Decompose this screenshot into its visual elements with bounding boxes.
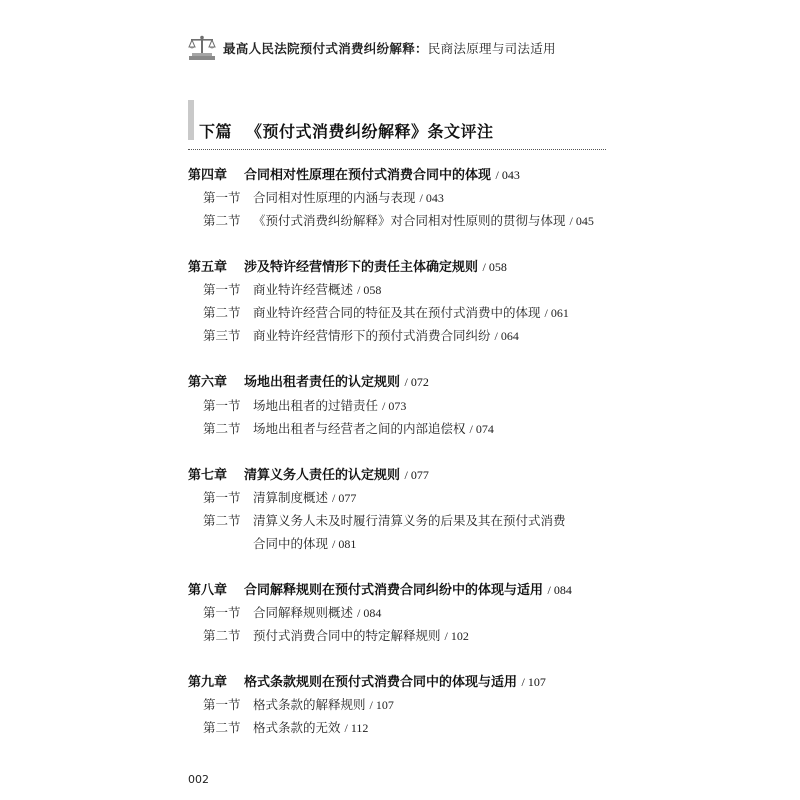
section-title: 预付式消费合同中的特定解释规则 [253,628,441,643]
toc-chapter[interactable] [188,467,429,484]
part-title-text: 《预付式消费纠纷解释》条文评注 [246,122,494,141]
section-title: 商业特许经营概述 [253,282,354,297]
toc-chapter[interactable] [188,374,429,391]
section-page: / 045 [569,214,594,228]
section-number: 第一节 [203,605,241,620]
section-page: / 064 [494,329,519,343]
section-number: 第一节 [203,190,241,205]
toc-section[interactable] [203,328,519,344]
chapter-number: 第四章 [188,168,228,183]
section-page: / 077 [332,491,357,505]
toc-section[interactable] [203,213,594,229]
chapter-title: 格式条款规则在预付式消费合同中的体现与适用 [244,675,518,690]
toc-section[interactable] [203,697,394,713]
book-title-sub: 民商法原理与司法适用 [427,41,556,56]
toc-section[interactable] [203,490,356,506]
section-page: / 084 [357,606,382,620]
section-number: 第二节 [203,720,241,735]
toc-chapter[interactable] [188,259,507,276]
section-title: 清算义务人未及时履行清算义务的后果及其在预付式消费 [253,513,566,528]
toc-chapter[interactable] [188,167,520,184]
chapter-number: 第八章 [188,583,228,598]
section-number: 第三节 [203,328,241,343]
section-number: 第二节 [203,628,241,643]
section-title: 合同相对性原理的内涵与表现 [253,190,416,205]
section-page: / 107 [369,698,394,712]
chapter-page: / 072 [404,375,429,389]
toc-section[interactable] [203,190,444,206]
chapter-number: 第六章 [188,375,228,390]
section-number: 第二节 [203,305,241,320]
scales-of-justice-icon [187,34,217,62]
section-number: 第二节 [203,513,241,528]
toc-section[interactable] [203,398,406,414]
book-title [223,39,556,57]
section-title: 商业特许经营合同的特征及其在预付式消费中的体现 [253,305,541,320]
chapter-number: 第九章 [188,675,228,690]
section-page: / 043 [419,191,444,205]
chapter-title: 合同解释规则在预付式消费合同纠纷中的体现与适用 [244,583,544,598]
part-accent-bar [188,100,194,140]
chapter-number: 第七章 [188,468,228,483]
section-page: / 102 [444,629,469,643]
section-page: / 058 [357,283,382,297]
toc-section[interactable] [203,720,368,736]
section-page: / 073 [382,399,407,413]
toc-section[interactable] [203,605,381,621]
section-page: / 074 [469,422,494,436]
section-title: 场地出租者的过错责任 [253,398,379,413]
chapter-title: 合同相对性原理在预付式消费合同中的体现 [244,168,492,183]
chapter-title: 清算义务人责任的认定规则 [244,468,401,483]
toc-section-continued[interactable] [253,536,356,552]
toc-section[interactable] [203,282,381,298]
section-page: / 061 [544,306,569,320]
section-number: 第二节 [203,213,241,228]
toc-section[interactable] [203,305,569,321]
page-number: 002 [188,773,209,786]
toc-chapter[interactable] [188,582,572,599]
chapter-page: / 077 [404,468,429,482]
chapter-number: 第五章 [188,260,228,275]
chapter-title: 涉及特许经营情形下的责任主体确定规则 [244,260,479,275]
dotted-divider [188,149,606,150]
chapter-page: / 058 [482,260,507,274]
toc-chapter[interactable] [188,674,546,691]
section-title: 格式条款的解释规则 [253,697,366,712]
section-page: / 081 [332,537,357,551]
running-header [187,34,556,62]
chapter-page: / 084 [547,583,572,597]
section-title: 《预付式消费纠纷解释》对合同相对性原则的贯彻与体现 [253,213,566,228]
part-heading [199,119,494,142]
chapter-title: 场地出租者责任的认定规则 [244,375,401,390]
section-page: / 112 [344,721,369,735]
chapter-page: / 107 [521,675,546,689]
toc-section[interactable] [203,421,494,437]
section-title: 格式条款的无效 [253,720,341,735]
section-title: 清算制度概述 [253,490,329,505]
section-number: 第一节 [203,282,241,297]
chapter-page: / 043 [495,168,520,182]
section-title: 商业特许经营情形下的预付式消费合同纠纷 [253,328,491,343]
section-number: 第二节 [203,421,241,436]
toc-section[interactable] [203,628,469,644]
section-title-continued: 合同中的体现 [253,536,329,551]
section-number: 第一节 [203,697,241,712]
toc-section[interactable] [203,513,566,529]
section-number: 第一节 [203,490,241,505]
section-title: 场地出租者与经营者之间的内部追偿权 [253,421,466,436]
book-title-main: 最高人民法院预付式消费纠纷解释： [223,41,428,56]
section-number: 第一节 [203,398,241,413]
section-title: 合同解释规则概述 [253,605,354,620]
part-label: 下篇 [199,122,233,141]
